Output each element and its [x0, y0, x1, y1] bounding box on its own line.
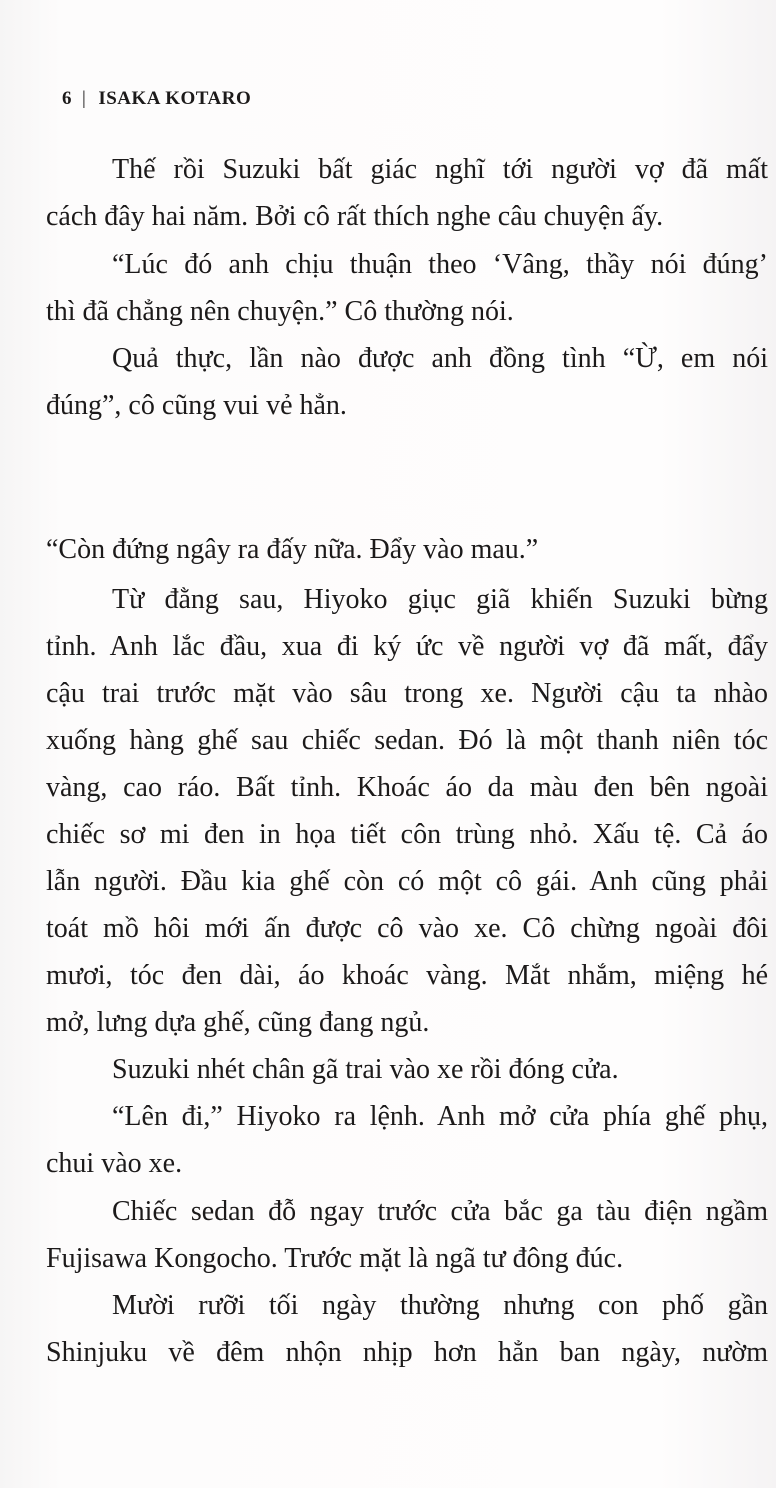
text-line: cậu trai trước mặt vào sâu trong xe. Người cậu ta nhào: [46, 678, 768, 709]
text-line: Mười rưỡi tối ngày thường nhưng con phố gần: [112, 1290, 768, 1321]
text-line: cách đây hai năm. Bởi cô rất thích nghe câu chuyện ấy.: [46, 201, 664, 232]
text-line: vàng, cao ráo. Bất tỉnh. Khoác áo da màu đen bên ngoài: [46, 772, 768, 803]
text-line: Suzuki nhét chân gã trai vào xe rồi đóng cửa.: [112, 1054, 619, 1085]
text-line: xuống hàng ghế sau chiếc sedan. Đó là một thanh niên tóc: [46, 725, 768, 756]
text-line: lẫn người. Đầu kia ghế còn có một cô gái. Anh cũng phải: [46, 866, 768, 897]
text-line: đúng”, cô cũng vui vẻ hẳn.: [46, 390, 347, 421]
text-line: Fujisawa Kongocho. Trước mặt là ngã tư đông đúc.: [46, 1243, 624, 1274]
text-line: “Còn đứng ngây ra đấy nữa. Đẩy vào mau.”: [46, 534, 539, 565]
text-line: thì đã chẳng nên chuyện.” Cô thường nói.: [46, 296, 514, 327]
text-line: Thế rồi Suzuki bất giác nghĩ tới người vợ đã mất: [112, 154, 768, 185]
text-line: Chiếc sedan đỗ ngay trước cửa bắc ga tàu điện ngầm: [112, 1196, 768, 1227]
text-line: Quả thực, lần nào được anh đồng tình “Ừ, em nói: [112, 343, 768, 374]
text-line: mở, lưng dựa ghế, cũng đang ngủ.: [46, 1007, 430, 1038]
text-line: chui vào xe.: [46, 1148, 183, 1179]
text-line: Shinjuku về đêm nhộn nhịp hơn hẳn ban ngày, nườm: [46, 1337, 768, 1368]
header-separator: |: [82, 88, 87, 109]
text-line: “Lúc đó anh chịu thuận theo ‘Vâng, thầy nói đúng’: [112, 249, 768, 280]
text-line: toát mồ hôi mới ấn được cô vào xe. Cô chừng ngoài đôi: [46, 913, 768, 944]
page-number: 6: [62, 88, 72, 109]
text-line: tỉnh. Anh lắc đầu, xua đi ký ức về người vợ đã mất, đẩy: [46, 631, 768, 662]
text-line: “Lên đi,” Hiyoko ra lệnh. Anh mở cửa phía ghế phụ,: [112, 1101, 768, 1132]
text-line: mươi, tóc đen dài, áo khoác vàng. Mắt nhắm, miệng hé: [46, 960, 768, 991]
text-line: Từ đằng sau, Hiyoko giục giã khiến Suzuki bừng: [112, 584, 768, 615]
text-line: chiếc sơ mi đen in họa tiết côn trùng nhỏ. Xấu tệ. Cả áo: [46, 819, 768, 850]
author-name: ISAKA KOTARO: [98, 88, 252, 109]
running-header: [62, 88, 251, 110]
